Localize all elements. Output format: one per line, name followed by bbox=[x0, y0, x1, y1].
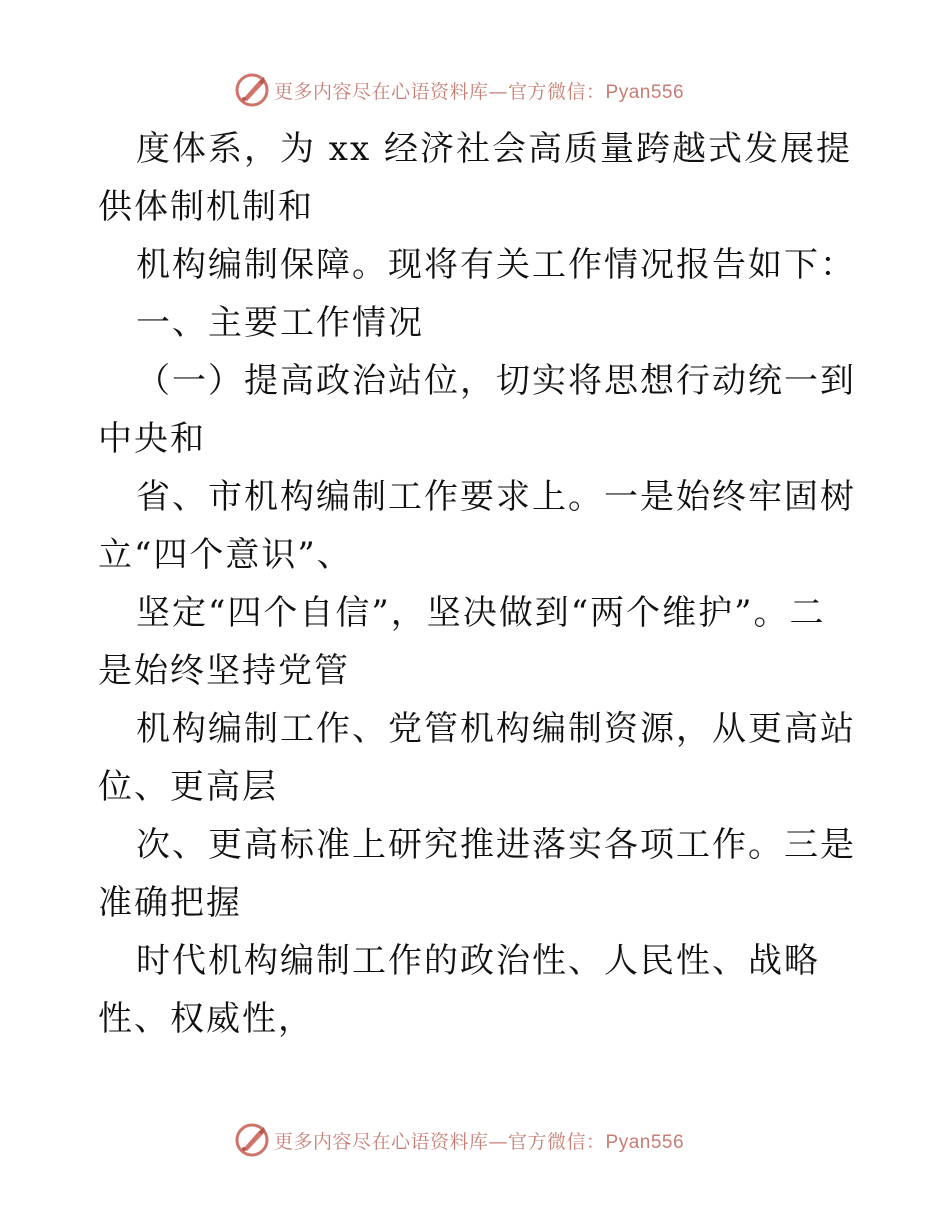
watermark-contact-label: 官方微信： bbox=[508, 1130, 606, 1153]
watermark-text bbox=[274, 77, 684, 104]
watermark-text bbox=[274, 1127, 684, 1154]
watermark-account: Pyan556 bbox=[605, 81, 685, 103]
paragraph: 机构编制工作、党管机构编制资源，从更高站位、更高层 bbox=[98, 709, 856, 807]
paragraph: 时代机构编制工作的政治性、人民性、战略性、权威性， bbox=[98, 941, 820, 1039]
quill-logo-icon bbox=[234, 72, 270, 108]
watermark-title: 更多内容尽在心语资料库 bbox=[274, 1130, 489, 1153]
subsection-heading: （一）提高政治站位，切实将思想行动统一到中央和 bbox=[98, 361, 856, 459]
watermark-contact-label: 官方微信： bbox=[508, 80, 606, 103]
watermark-separator: — bbox=[488, 80, 509, 103]
header-watermark bbox=[234, 70, 754, 110]
quill-logo-icon bbox=[234, 1122, 270, 1158]
watermark-separator: — bbox=[488, 1130, 509, 1153]
footer-watermark bbox=[234, 1120, 754, 1160]
paragraph: 省、市机构编制工作要求上。一是始终牢固树立“四个意识”、 bbox=[98, 477, 856, 575]
section-heading: 一、主要工作情况 bbox=[136, 303, 424, 343]
document-body bbox=[98, 120, 858, 1048]
paragraph: 坚定“四个自信”，坚决做到“两个维护”。二是始终坚持党管 bbox=[98, 593, 826, 691]
paragraph: 度体系，为 xx 经济社会高质量跨越式发展提供体制机制和 bbox=[98, 129, 852, 227]
watermark-title: 更多内容尽在心语资料库 bbox=[274, 80, 489, 103]
paragraph: 次、更高标准上研究推进落实各项工作。三是准确把握 bbox=[98, 825, 856, 923]
paragraph: 机构编制保障。现将有关工作情况报告如下： bbox=[136, 245, 856, 285]
watermark-account: Pyan556 bbox=[605, 1131, 685, 1153]
